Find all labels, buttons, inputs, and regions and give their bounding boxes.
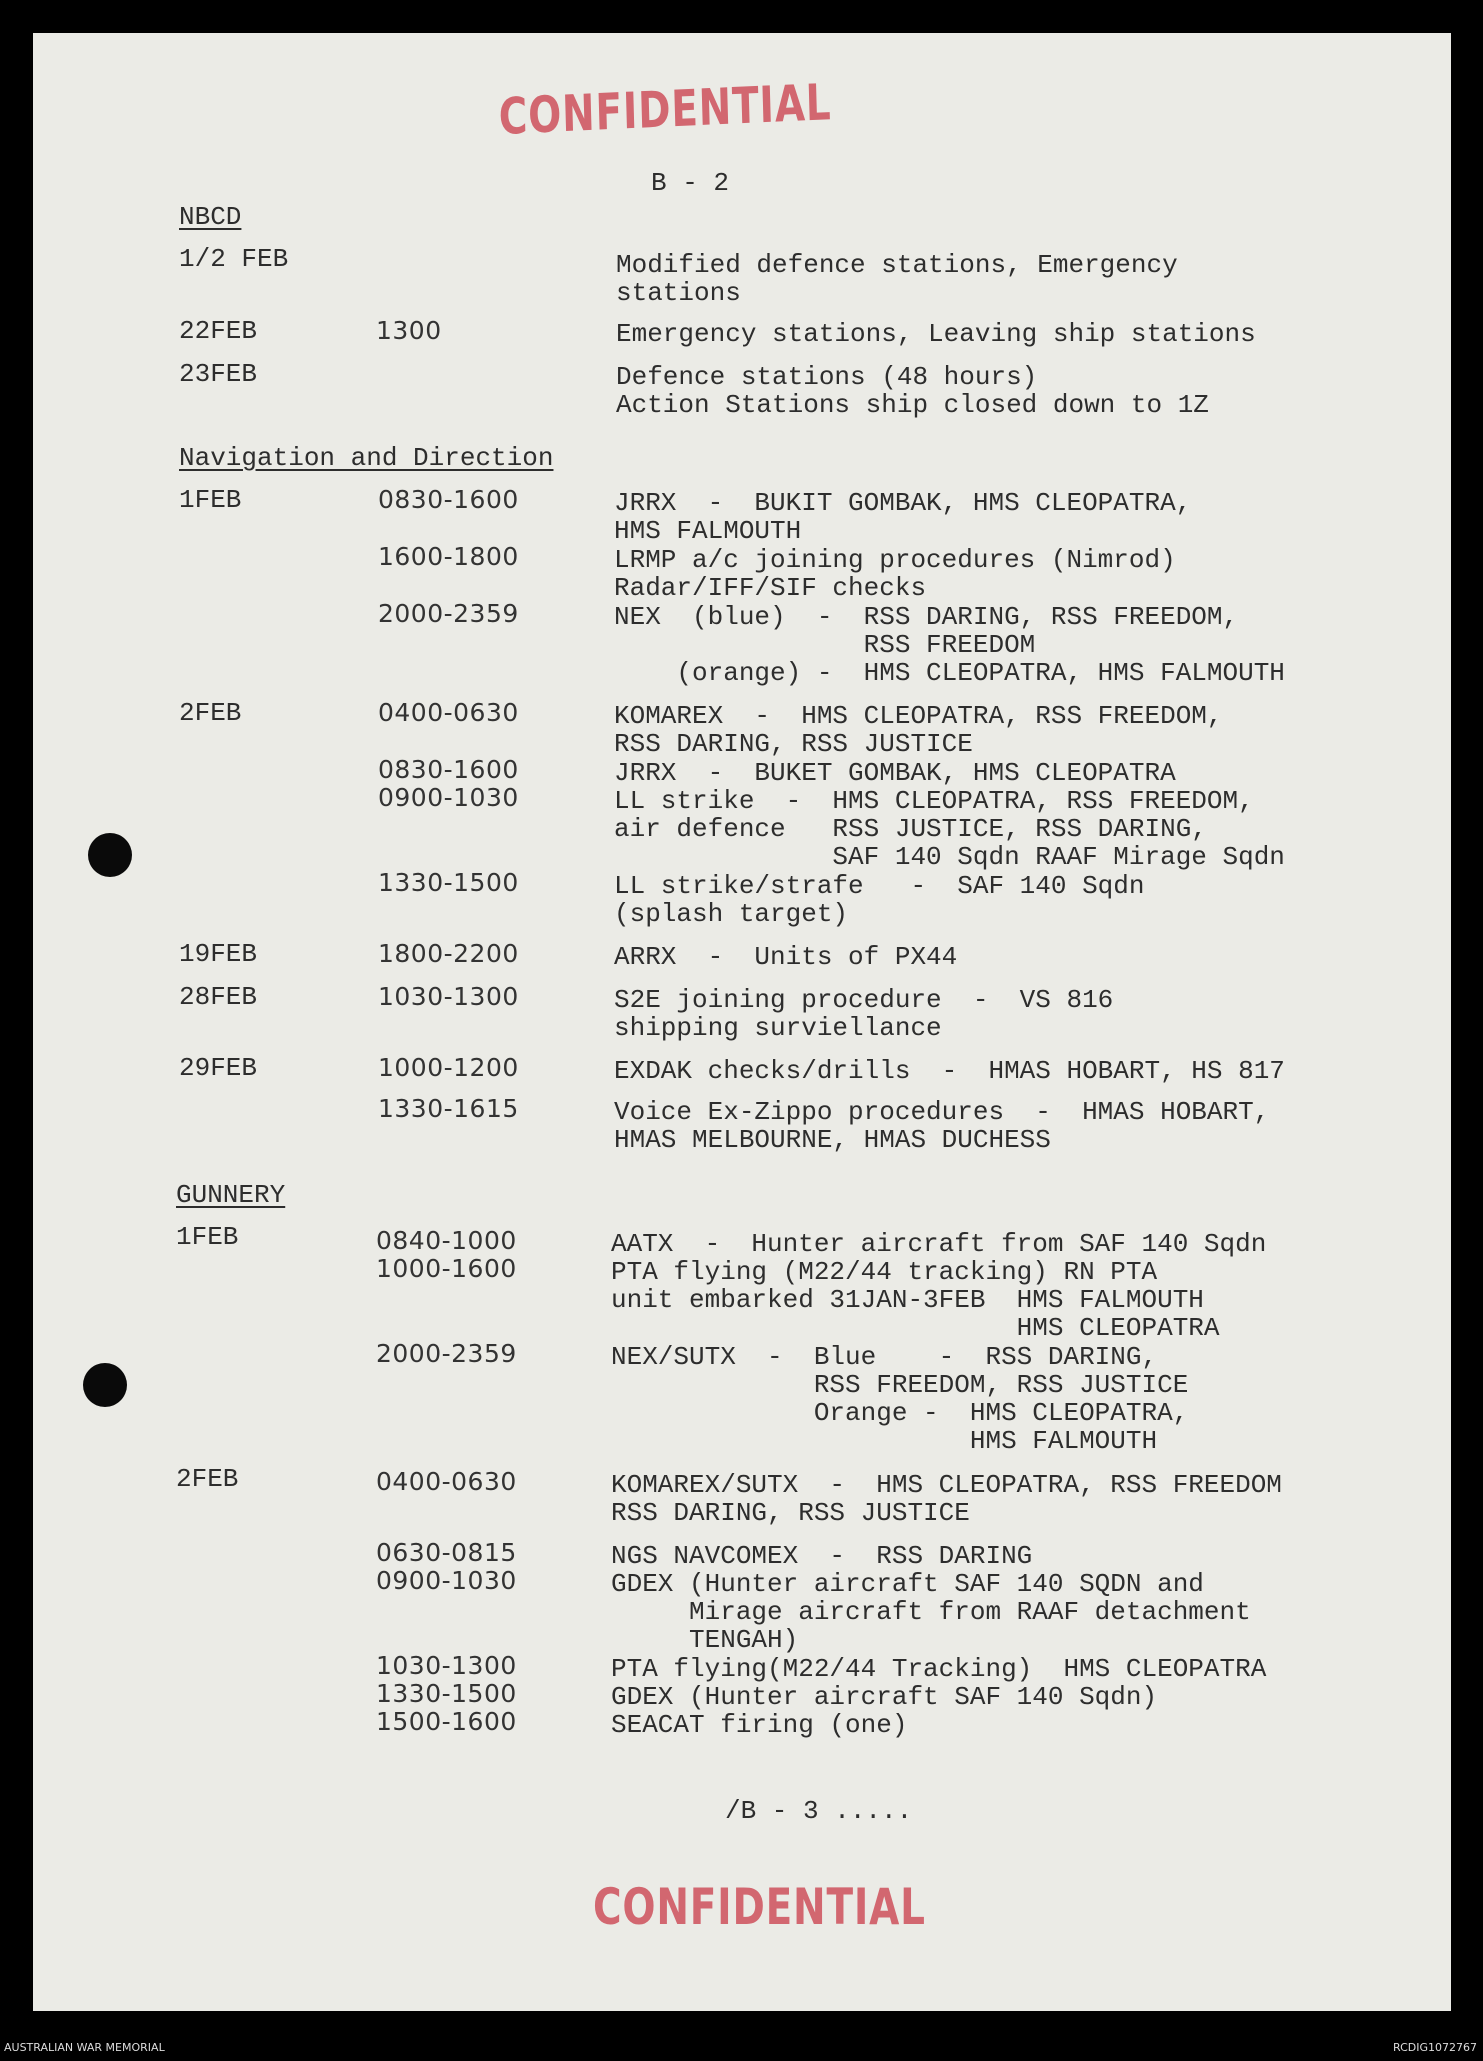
row-text: NEX (blue) - RSS DARING, RSS FREEDOM, — [614, 602, 1239, 632]
punch-hole-icon — [88, 833, 132, 877]
row-text: RSS DARING, RSS JUSTICE — [611, 1498, 970, 1528]
row-time: 1600-1800 — [378, 542, 519, 571]
row-text: shipping surviellance — [614, 1013, 942, 1043]
row-text: RSS FREEDOM — [614, 630, 1036, 660]
punch-hole-icon — [83, 1363, 127, 1407]
row-time: 2000-2359 — [376, 1339, 517, 1368]
row-time: 1030-1300 — [378, 982, 519, 1011]
section-heading-nbcd: NBCD — [179, 202, 242, 232]
row-time: 1330-1500 — [378, 868, 519, 897]
row-text: HMS CLEOPATRA — [611, 1313, 1220, 1343]
row-text: stations — [616, 278, 741, 308]
row-text: Action Stations ship closed down to 1Z — [616, 390, 1209, 420]
row-text: ARRX - Units of PX44 — [614, 942, 958, 972]
row-time: 1800-2200 — [378, 939, 519, 968]
confidential-stamp-bottom: CONFIDENTIAL — [593, 1878, 926, 1936]
row-text: SAF 140 Sqdn RAAF Mirage Sqdn — [614, 842, 1285, 872]
row-text: JRRX - BUKIT GOMBAK, HMS CLEOPATRA, — [614, 488, 1192, 518]
row-text: (orange) - HMS CLEOPATRA, HMS FALMOUTH — [614, 658, 1285, 688]
document-page — [33, 33, 1451, 2011]
row-text: RSS FREEDOM, RSS JUSTICE — [611, 1370, 1189, 1400]
row-text: LL strike - HMS CLEOPATRA, RSS FREEDOM, — [614, 786, 1254, 816]
row-date: 2FEB — [176, 1464, 239, 1494]
row-date: 29FEB — [179, 1053, 258, 1083]
row-text: SEACAT firing (one) — [611, 1710, 908, 1740]
row-time: 0840-1000 — [376, 1226, 517, 1255]
row-text: LRMP a/c joining procedures (Nimrod) — [614, 545, 1176, 575]
row-text: Mirage aircraft from RAAF detachment — [611, 1597, 1251, 1627]
row-text: EXDAK checks/drills - HMAS HOBART, HS 817 — [614, 1056, 1285, 1086]
row-time: 0400-0630 — [378, 698, 519, 727]
row-time: 2000-2359 — [378, 599, 519, 628]
row-time: 0830-1600 — [378, 485, 519, 514]
row-text: KOMAREX - HMS CLEOPATRA, RSS FREEDOM, — [614, 701, 1223, 731]
row-text: HMS FALMOUTH — [611, 1426, 1158, 1456]
row-text: LL strike/strafe - SAF 140 Sqdn — [614, 871, 1145, 901]
confidential-stamp-top: CONFIDENTIAL — [498, 73, 833, 146]
row-text: NEX/SUTX - Blue - RSS DARING, — [611, 1342, 1158, 1372]
row-time: 1330-1615 — [378, 1094, 519, 1123]
row-time: 0900-1030 — [378, 783, 519, 812]
row-text: KOMAREX/SUTX - HMS CLEOPATRA, RSS FREEDOM — [611, 1470, 1282, 1500]
page-reference: B - 2 — [651, 168, 730, 198]
row-text: Modified defence stations, Emergency — [616, 250, 1178, 280]
row-time: 0900-1030 — [376, 1566, 517, 1595]
row-text: PTA flying(M22/44 Tracking) HMS CLEOPATRA — [611, 1654, 1267, 1684]
row-text: TENGAH) — [611, 1625, 799, 1655]
row-text: GDEX (Hunter aircraft SAF 140 Sqdn) — [611, 1682, 1158, 1712]
row-text: HMS FALMOUTH — [614, 516, 802, 546]
row-text: Emergency stations, Leaving ship stations — [616, 319, 1256, 349]
row-date: 22FEB — [179, 316, 258, 346]
row-date: 1/2 FEB — [179, 244, 289, 274]
row-time: 1330-1500 — [376, 1679, 517, 1708]
continuation-note: /B - 3 ..... — [725, 1796, 913, 1826]
row-time: 1000-1200 — [378, 1053, 519, 1082]
row-text: RSS DARING, RSS JUSTICE — [614, 729, 973, 759]
row-text: air defence RSS JUSTICE, RSS DARING, — [614, 814, 1207, 844]
row-text: HMAS MELBOURNE, HMAS DUCHESS — [614, 1125, 1051, 1155]
row-time: 1030-1300 — [376, 1651, 517, 1680]
footer-identifier: RCDIG1072767 — [1392, 2041, 1477, 2054]
row-date: 1FEB — [176, 1222, 239, 1252]
row-text: GDEX (Hunter aircraft SAF 140 SQDN and — [611, 1569, 1204, 1599]
row-text: NGS NAVCOMEX - RSS DARING — [611, 1541, 1033, 1571]
section-heading-gunnery: GUNNERY — [176, 1180, 286, 1210]
row-text: (splash target) — [614, 899, 849, 929]
row-text: PTA flying (M22/44 tracking) RN PTA — [611, 1257, 1158, 1287]
row-date: 28FEB — [179, 982, 258, 1012]
row-text: unit embarked 31JAN-3FEB HMS FALMOUTH — [611, 1285, 1204, 1315]
row-text: Orange - HMS CLEOPATRA, — [611, 1398, 1189, 1428]
row-text: Radar/IFF/SIF checks — [614, 573, 927, 603]
row-date: 23FEB — [179, 359, 258, 389]
row-text: Defence stations (48 hours) — [616, 362, 1038, 392]
row-time: 0630-0815 — [376, 1538, 517, 1567]
row-time: 1300 — [376, 316, 442, 345]
row-text: AATX - Hunter aircraft from SAF 140 Sqdn — [611, 1229, 1267, 1259]
row-time: 1500-1600 — [376, 1707, 517, 1736]
row-text: JRRX - BUKET GOMBAK, HMS CLEOPATRA — [614, 758, 1176, 788]
row-date: 2FEB — [179, 698, 242, 728]
row-text: Voice Ex-Zippo procedures - HMAS HOBART, — [614, 1097, 1270, 1127]
row-text: S2E joining procedure - VS 816 — [614, 985, 1114, 1015]
row-time: 0400-0630 — [376, 1467, 517, 1496]
row-time: 1000-1600 — [376, 1254, 517, 1283]
section-heading-navigation: Navigation and Direction — [179, 443, 554, 473]
footer-source: AUSTRALIAN WAR MEMORIAL — [4, 2041, 165, 2054]
row-date: 19FEB — [179, 939, 258, 969]
row-date: 1FEB — [179, 485, 242, 515]
row-time: 0830-1600 — [378, 755, 519, 784]
